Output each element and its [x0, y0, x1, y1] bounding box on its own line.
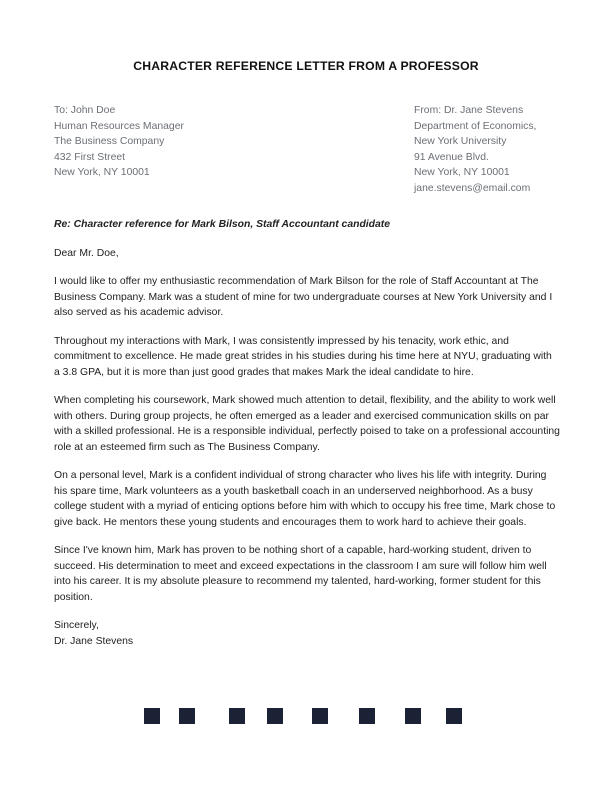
decorative-square-icon: [405, 708, 421, 724]
recipient-line: Human Resources Manager: [54, 120, 184, 132]
sender-line: New York, NY 10001: [414, 167, 510, 179]
sender-line: 91 Avenue Blvd.: [414, 151, 489, 163]
letter-title: CHARACTER REFERENCE LETTER FROM A PROFESSOR: [133, 59, 479, 73]
decorative-square-icon: [446, 708, 462, 724]
sender-line: Department of Economics,: [414, 120, 537, 132]
sender-email: jane.stevens@email.com: [414, 182, 531, 194]
decorative-square-icon: [229, 708, 245, 724]
sender-line: New York University: [414, 136, 507, 148]
recipient-line: 432 First Street: [54, 151, 126, 163]
recipient-line: The Business Company: [54, 136, 165, 148]
sender-line: From: Dr. Jane Stevens: [414, 105, 524, 116]
recipient-address: [54, 103, 184, 181]
body-paragraph: When completing his coursework, Mark showed much attention to detail, flexibility, and the ability to work well with others. During group projects, he often emerged as a leader and exercised communication skills on par with a skilled professional. He is a responsible individual, perfectly poised to take on a professional accounting role at an esteemed firm such as The Business Company.: [54, 395, 560, 453]
salutation: Dear Mr. Doe,: [54, 247, 119, 259]
signature-name: Dr. Jane Stevens: [54, 635, 134, 647]
body-paragraph: Since I've known him, Mark has proven to be nothing short of a capable, hard-working student, driven to succeed. His determination to meet and exceed expectations in the classroom I am sure will follow him well into his career. It is my absolute pleasure to recommend my talented, hard-working, former student for this position.: [54, 545, 547, 603]
decorative-square-icon: [179, 708, 195, 724]
sender-address: [414, 103, 536, 197]
decorative-squares: [0, 708, 612, 724]
decorative-square-icon: [267, 708, 283, 724]
decorative-square-icon: [359, 708, 375, 724]
letter-body: [54, 217, 560, 649]
body-paragraph: I would like to offer my enthusiastic recommendation of Mark Bilson for the role of Staff Accountant at The Business Company. Mark was a student of mine for two undergraduate courses at New York University and I also served as his academic advisor.: [54, 276, 553, 318]
closing: Sincerely,: [54, 620, 99, 631]
recipient-line: To: John Doe: [54, 105, 116, 116]
recipient-line: New York, NY 10001: [54, 167, 150, 179]
body-paragraph: Throughout my interactions with Mark, I was consistently impressed by his tenacity, work ethic, and commitment to excellence. He made great strides in his studies during his time here at NYU, graduating with a 3.8 GPA, but it is more than just good grades that makes Mark the ideal candidate to hire.: [54, 335, 552, 378]
body-paragraph: On a personal level, Mark is a confident individual of strong character who lives his life with integrity. During his spare time, Mark volunteers as a youth basketball coach in an underserved neighborhood. As a busy college student with a myriad of enticing options before him with which to occupy his free time, Mark chose to give back. He mentors these young students and encourages them to work hard to achieve their goals.: [54, 470, 556, 528]
decorative-square-icon: [312, 708, 328, 724]
decorative-square-icon: [144, 708, 160, 724]
subject-line: Re: Character reference for Mark Bilson, Staff Accountant candidate: [54, 219, 391, 230]
